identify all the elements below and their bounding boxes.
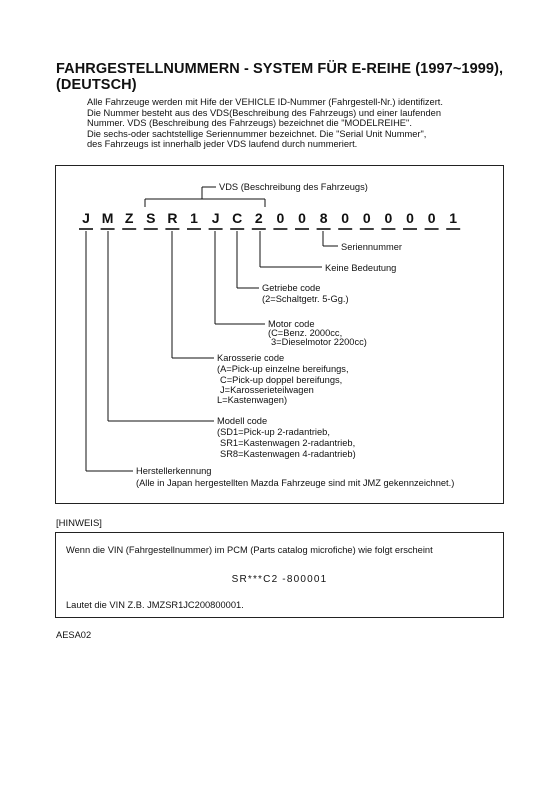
title-line-2: (DEUTSCH) [56, 77, 137, 93]
vin-character: 0 [298, 210, 306, 226]
vin-character: 0 [427, 210, 436, 226]
vin-character: 1 [190, 210, 198, 226]
serial-number-label: Seriennummer [341, 242, 402, 252]
document-code: AESA02 [56, 630, 92, 640]
vin-character: J [82, 210, 90, 226]
vin-character: S [146, 210, 156, 226]
manufacturer-desc: (Alle in Japan hergestellten Mazda Fahrzeuge sind mit JMZ gekennzeichnet.) [136, 478, 455, 488]
engine-code-desc: (C=Benz. 2000cc, [268, 328, 343, 338]
model-code-desc: (SD1=Pick-up 2-radantrieb, [217, 427, 330, 437]
body-code-desc: C=Pick-up doppel bereifungs, [220, 375, 343, 385]
vin-character: M [101, 210, 114, 226]
intro-line: Die sechs-oder sachtstellige Seriennummer bezeichnet. Die "Serial Unit Nummer", [87, 128, 427, 139]
body-code-label: Karosserie code [217, 353, 285, 363]
vin-character: 0 [384, 210, 393, 226]
model-code-label: Modell code [217, 416, 268, 426]
gearbox-code-label: Getriebe code [262, 283, 321, 293]
vin-character: C [232, 210, 243, 226]
vin-character: J [211, 210, 220, 226]
engine-code-label: Motor code [268, 319, 315, 329]
hinweis-label: [HINWEIS] [56, 518, 102, 529]
intro-line: des Fahrzeugs ist innerhalb jeder VDS laufend durch nummeriert. [87, 139, 358, 150]
intro-line: Nummer. VDS (Beschreibung des Fahrzeugs) bezeichnet die "MODELREIHE". [87, 118, 412, 129]
vin-character: 0 [341, 210, 350, 226]
model-code-desc: SR8=Kastenwagen 4-radantrieb) [220, 449, 356, 459]
title-line-1: FAHRGESTELLNUMMERN - SYSTEM FÜR E-REIHE (1997~1999), [56, 61, 504, 77]
gearbox-code-desc: (2=Schaltgetr. 5-Gg.) [262, 294, 349, 304]
body-code-desc: L=Kastenwagen) [217, 395, 288, 405]
intro-line: Die Nummer besteht aus des VDS(Beschreibung des Fahrzeugs) und einer laufenden [87, 107, 441, 118]
vin-character: R [167, 210, 178, 226]
vin-characters [79, 210, 460, 229]
engine-code-desc: 3=Dieselmotor 2200cc) [271, 337, 367, 347]
vin-character: 2 [254, 210, 263, 226]
vin-character: 0 [362, 210, 371, 226]
model-code-desc: SR1=Kastenwagen 2-radantrieb, [220, 438, 356, 448]
vin-character: 8 [319, 210, 328, 226]
manufacturer-label: Herstellerkennung [136, 466, 212, 476]
body-code-desc: J=Karosserieteilwagen [220, 385, 314, 395]
body-code-desc: (A=Pick-up einzelne bereifungs, [217, 364, 349, 374]
vin-character: 0 [406, 210, 414, 226]
hinweis-example: Lautet die VIN Z.B. JMZSR1JC200800001. [66, 600, 244, 610]
vds-label: VDS (Beschreibung des Fahrzeugs) [219, 182, 368, 192]
hinweis-text: Wenn die VIN (Fahrgestellnummer) im PCM (Parts catalog microfiche) wie folgt erscheint [66, 545, 433, 555]
no-meaning-label: Keine Bedeutung [325, 263, 397, 273]
vin-character: 0 [276, 210, 285, 226]
hinweis-box [55, 532, 504, 618]
vin-character: 1 [449, 210, 458, 226]
vin-character: Z [124, 210, 134, 226]
hinweis-vin-pattern: SR***C2 -800001 [231, 574, 328, 585]
intro-line: Alle Fahrzeuge werden mit Hife der VEHICLE ID-Nummer (Fahrgestell-Nr.) identifizert. [87, 97, 443, 107]
